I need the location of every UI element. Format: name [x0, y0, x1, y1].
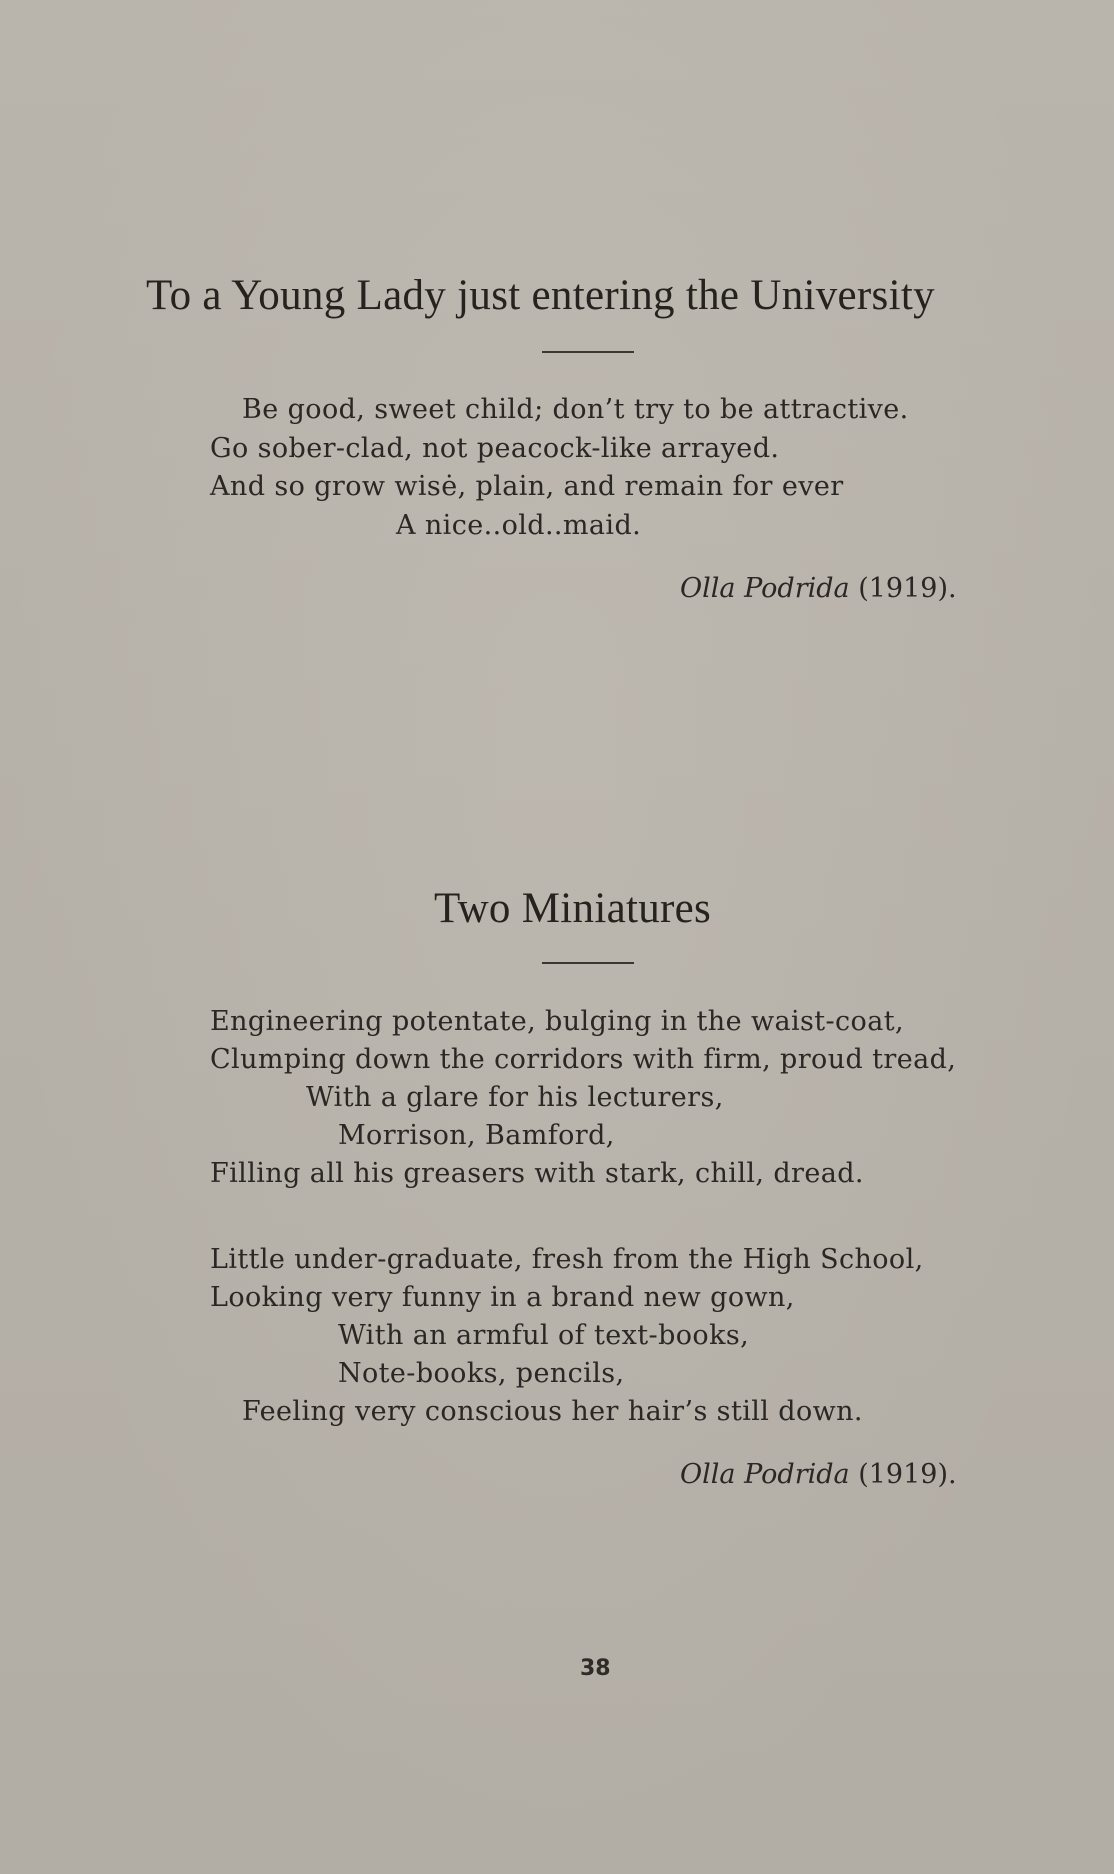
- poem2-stanza1-line-1: Engineering potentate, bulging in the waist-coat,: [210, 1006, 904, 1037]
- poem2-stanza2-line-1: Little under-graduate, fresh from the High School,: [210, 1244, 924, 1275]
- poem2-stanza1-line-4: Morrison, Bamford,: [338, 1120, 615, 1151]
- poem2-title: Two Miniatures: [434, 885, 712, 932]
- poem1-line-3: And so grow wisė, plain, and remain for ever: [210, 471, 844, 502]
- poem1-source: [680, 570, 957, 608]
- poem2-stanza1-line-5: Filling all his greasers with stark, chill, dread.: [210, 1158, 864, 1189]
- poem1-title-rule: [542, 351, 634, 353]
- poem1-line-2: Go sober-clad, not peacock-like arrayed.: [210, 433, 780, 464]
- page-number: 38: [580, 1656, 611, 1681]
- poem1-source-year: (1919).: [858, 573, 957, 604]
- poem2-title-rule: [542, 962, 634, 964]
- poem1-source-title: Olla Podrida: [680, 573, 850, 604]
- poem2-source: [680, 1456, 957, 1494]
- poem2-stanza2-line-2: Looking very funny in a brand new gown,: [210, 1282, 795, 1313]
- poem1-title: To a Young Lady just entering the University: [146, 272, 935, 319]
- poem2-source-year: (1919).: [858, 1459, 957, 1490]
- poem2-stanza2-line-5: Feeling very conscious her hair’s still down.: [242, 1396, 863, 1427]
- poem2-source-title: Olla Podrida: [680, 1459, 850, 1490]
- poem2-stanza1-line-2: Clumping down the corridors with firm, proud tread,: [210, 1044, 957, 1075]
- poem2-stanza2-line-3: With an armful of text-books,: [338, 1320, 750, 1351]
- poem1-line-1: Be good, sweet child; don’t try to be attractive.: [242, 394, 909, 425]
- poem2-stanza2-line-4: Note-books, pencils,: [338, 1358, 625, 1389]
- poem2-stanza1-line-3: With a glare for his lecturers,: [306, 1082, 724, 1113]
- poem1-line-4: A nice..old..maid.: [396, 510, 642, 541]
